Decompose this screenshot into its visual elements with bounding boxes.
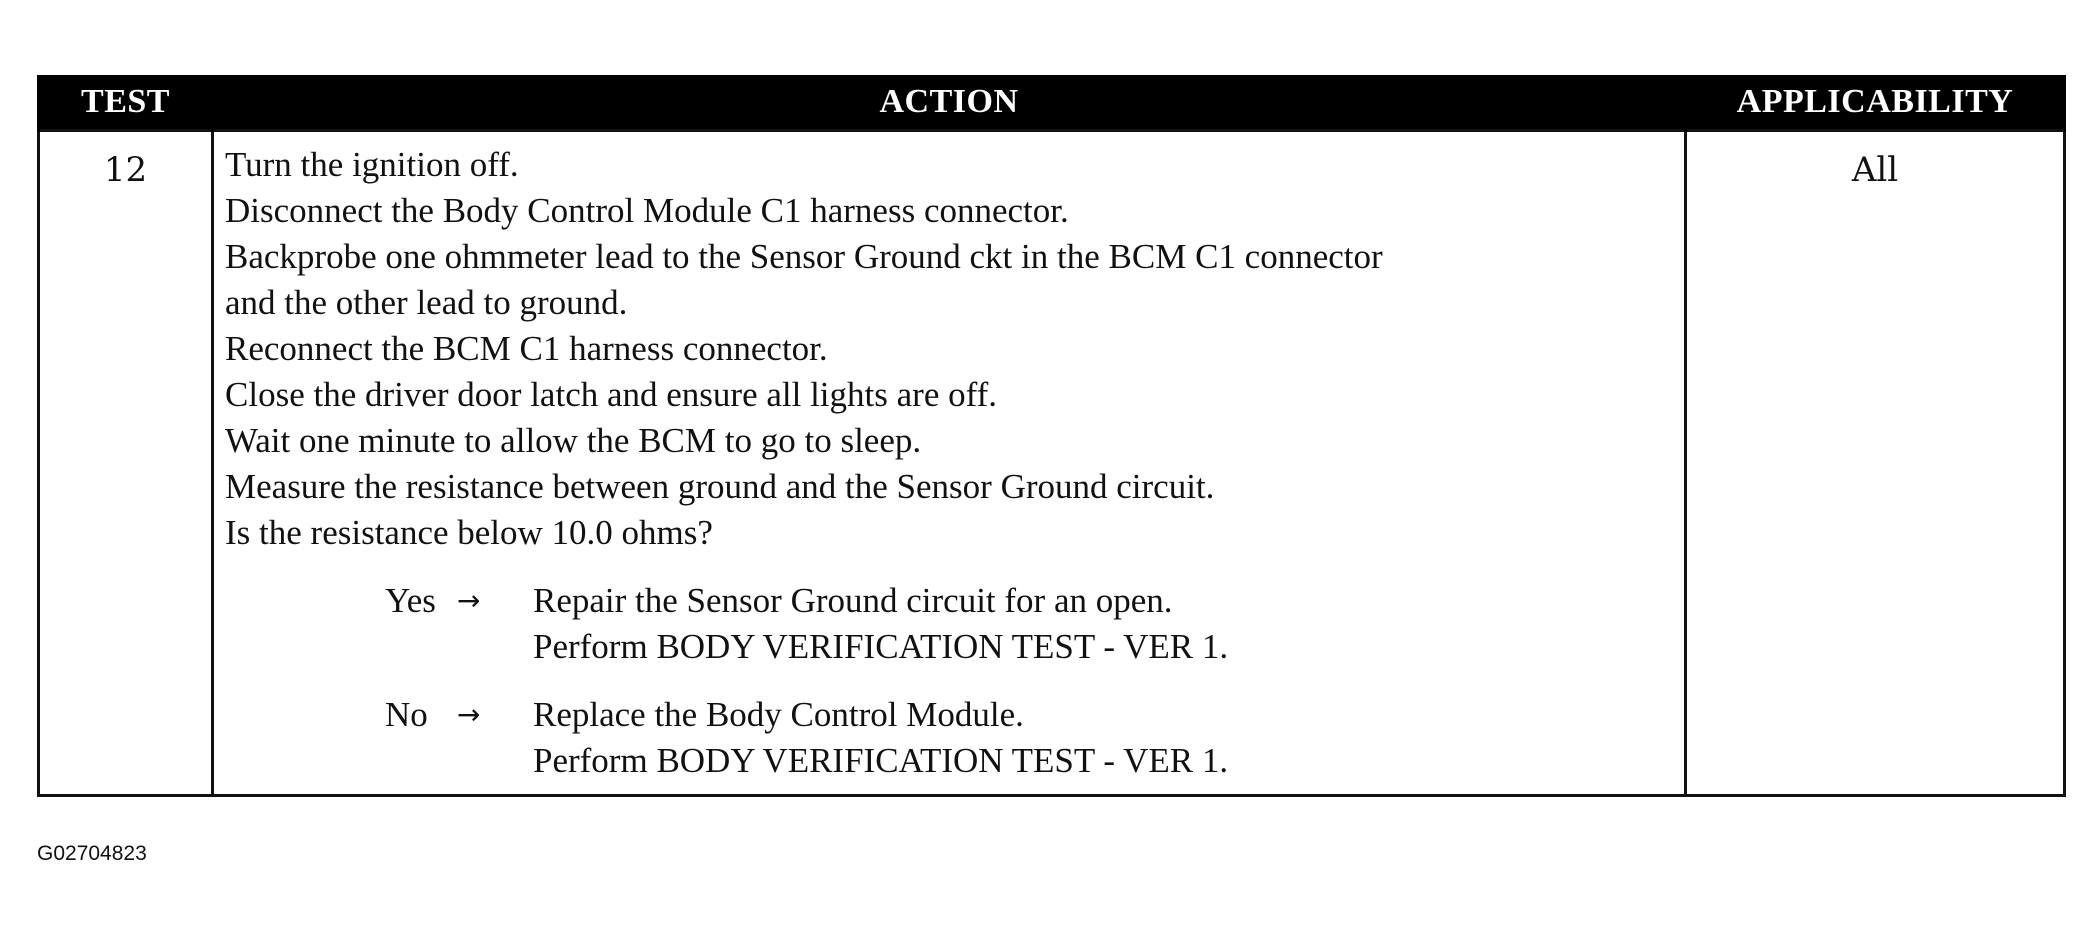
diagnostic-test-table bbox=[37, 75, 2066, 797]
outcome-no bbox=[225, 692, 1676, 784]
outcome-result: Replace the Body Control Module. bbox=[533, 695, 1024, 734]
action-step: Reconnect the BCM C1 harness connector. bbox=[225, 329, 828, 368]
outcome-result: Perform BODY VERIFICATION TEST - VER 1. bbox=[533, 627, 1229, 666]
right-arrow-icon: → bbox=[457, 584, 481, 617]
outcome-result: Repair the Sensor Ground circuit for an open. bbox=[533, 581, 1173, 620]
right-arrow-icon: → bbox=[457, 698, 481, 731]
outcome-yes bbox=[225, 578, 1676, 670]
applicability-value: All bbox=[1686, 131, 2065, 796]
header-action: ACTION bbox=[213, 75, 1686, 131]
outcome-results-yes bbox=[533, 578, 1228, 670]
outcome-result: Perform BODY VERIFICATION TEST - VER 1. bbox=[533, 741, 1229, 780]
table-header-row bbox=[39, 75, 2065, 131]
figure-id: G02704823 bbox=[37, 842, 147, 865]
header-applicability: APPLICABILITY bbox=[1686, 75, 2065, 131]
action-cell bbox=[213, 131, 1686, 796]
action-step: Backprobe one ohmmeter lead to the Sensor Ground ckt in the BCM C1 connector bbox=[225, 237, 1383, 276]
action-step: Wait one minute to allow the BCM to go to sleep. bbox=[225, 421, 922, 460]
table-row bbox=[39, 131, 2065, 796]
action-step: and the other lead to ground. bbox=[225, 283, 628, 322]
outcome-answer-yes: Yes bbox=[385, 581, 436, 620]
outcome-results-no bbox=[533, 692, 1228, 784]
action-step: Disconnect the Body Control Module C1 harness connector. bbox=[225, 191, 1069, 230]
header-test: TEST bbox=[39, 75, 213, 131]
action-step: Measure the resistance between ground and the Sensor Ground circuit. bbox=[225, 467, 1215, 506]
action-step: Turn the ignition off. bbox=[225, 145, 519, 184]
test-number: 12 bbox=[39, 131, 213, 796]
action-step: Close the driver door latch and ensure all lights are off. bbox=[225, 375, 998, 414]
outcome-answer-no: No bbox=[385, 695, 428, 734]
action-step: Is the resistance below 10.0 ohms? bbox=[225, 513, 713, 552]
